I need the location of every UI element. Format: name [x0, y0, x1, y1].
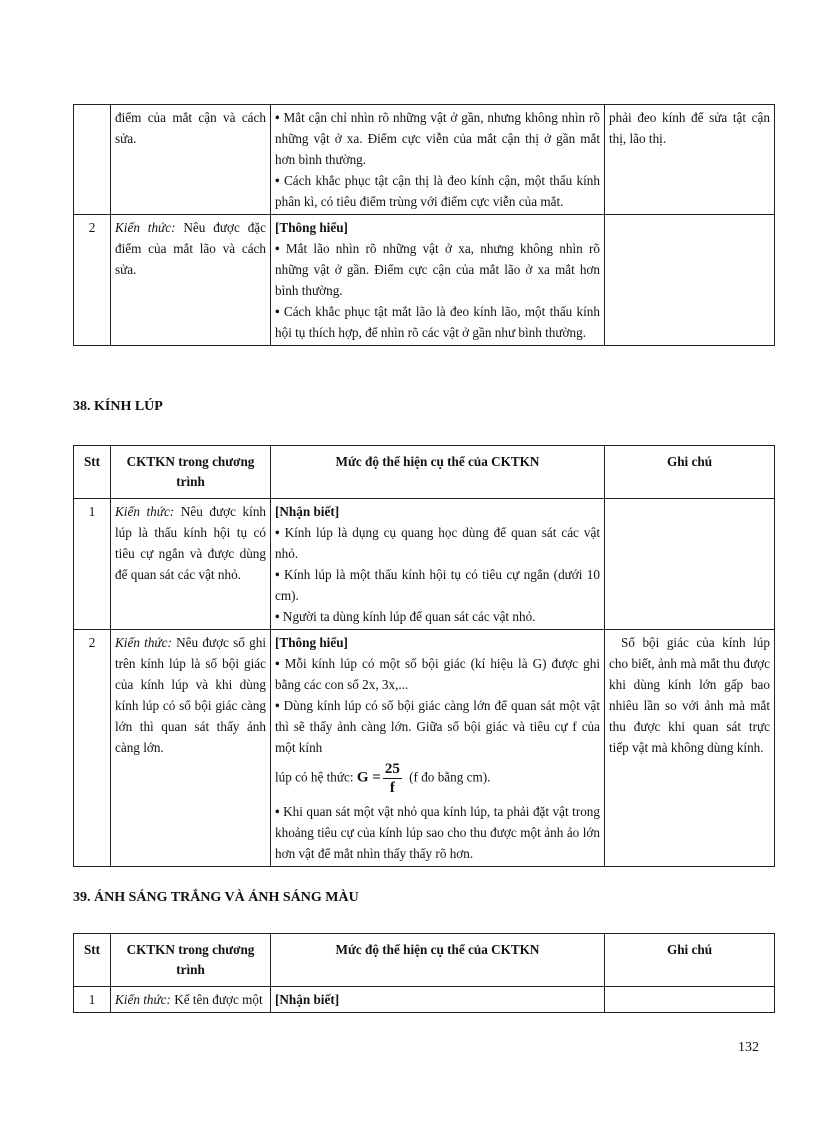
ckt-cell: [111, 630, 271, 867]
level-cell: [271, 105, 605, 215]
ckt-text: Nêu được đặc điểm của mắt lão và cách sửa.: [115, 220, 266, 277]
formula-suffix: (f đo bằng cm).: [409, 769, 491, 785]
formula-line: [275, 760, 600, 797]
level-cell: [271, 987, 605, 1013]
anh-sang-table: [73, 933, 775, 1013]
header-note: Ghi chú: [605, 934, 775, 987]
continued-table: [73, 104, 775, 346]
note-cell: [605, 499, 775, 630]
level-label: [Nhận biết]: [275, 992, 340, 1007]
level-item: • Dùng kính lúp có số bội giác càng lớn để quan sát một vật thì sẽ thấy ảnh càng lớn. Giữa số bội giác và tiêu cự f của một kính: [275, 695, 600, 758]
header-level: Mức độ thể hiện cụ thể của CKTKN: [271, 934, 605, 987]
level-cell: [271, 630, 605, 867]
level-item: • Người ta dùng kính lúp để quan sát các vật nhỏ.: [275, 606, 600, 627]
level-cell: [271, 499, 605, 630]
note-cell: phải đeo kính để sửa tật cận thị, lão thị.: [605, 105, 775, 215]
level-label: [Thông hiểu]: [275, 635, 348, 650]
ckt-text: Nêu được số ghi trên kính lúp là số bội giác của kính lúp và khi dùng kính lúp có số bội giác càng lớn thì quan sát thấy ảnh càng lớn.: [115, 635, 266, 755]
ckt-cell: [111, 987, 271, 1013]
level-item: • Kính lúp là dụng cụ quang học dùng để quan sát các vật nhỏ.: [275, 522, 600, 564]
table-row: [74, 630, 775, 867]
formula-fraction: [383, 760, 402, 797]
ckt-text: điểm của mắt cận và cách sửa.: [115, 110, 266, 146]
ckt-cell: [111, 215, 271, 346]
stt-cell: 2: [74, 215, 111, 346]
level-item: • Khi quan sát một vật nhỏ qua kính lúp, ta phải đặt vật trong khoảng tiêu cự của kính lúp sao cho thu được một ảnh ảo lớn hơn vật để mắt nhìn thấy thấy rõ hơn.: [275, 801, 600, 864]
ckt-cell: [111, 499, 271, 630]
level-item: • Kính lúp là một thấu kính hội tụ có tiêu cự ngắn (dưới 10 cm).: [275, 564, 600, 606]
ckt-text: Kể tên được một: [170, 992, 263, 1007]
note-cell: [605, 215, 775, 346]
header-cktkn: CKTKN trong chương trình: [111, 934, 271, 987]
level-item: • Cách khắc phục tật cận thị là đeo kính cận, một thấu kính phân kì, có tiêu điểm trùng với điểm cực viễn của mắt.: [275, 170, 600, 212]
header-cktkn: CKTKN trong chương trình: [111, 446, 271, 499]
table-row: [74, 987, 775, 1013]
level-label: [Thông hiểu]: [275, 220, 348, 235]
ckt-cell: [111, 105, 271, 215]
note-cell: [605, 987, 775, 1013]
header-stt: Stt: [74, 934, 111, 987]
header-note: Ghi chú: [605, 446, 775, 499]
ckt-label: Kiến thức:: [115, 220, 176, 235]
level-item: • Cách khắc phục tật mắt lão là đeo kính lão, một thấu kính hội tụ thích hợp, để nhìn rõ các vật ở gần như bình thường.: [275, 301, 600, 343]
stt-cell: 2: [74, 630, 111, 867]
table-row: [74, 105, 775, 215]
formula-denominator: f: [389, 780, 395, 796]
ckt-label: Kiến thức:: [115, 992, 171, 1007]
ckt-label: Kiến thức:: [115, 635, 172, 650]
level-label: [Nhận biết]: [275, 504, 340, 519]
formula-prefix: lúp có hệ thức:: [275, 769, 354, 785]
stt-cell: 1: [74, 987, 111, 1013]
section-title: 39. ÁNH SÁNG TRẮNG VÀ ÁNH SÁNG MÀU: [73, 890, 359, 905]
level-item: • Mắt cận chỉ nhìn rõ những vật ở gần, nhưng không nhìn rõ những vật ở xa. Điểm cực viễn của mắt cận thị ở gần mắt hơn bình thường.: [275, 107, 600, 170]
formula-numerator: 25: [384, 761, 400, 777]
header-level: Mức độ thể hiện cụ thể của CKTKN: [271, 446, 605, 499]
level-item: • Mắt lão nhìn rõ những vật ở xa, nhưng không nhìn rõ những vật ở gần. Điểm cực cận của mắt lão ở xa mắt hơn bình thường.: [275, 238, 600, 301]
stt-cell: [74, 105, 111, 215]
section-title: 38. KÍNH LÚP: [73, 399, 163, 414]
table-row: [74, 499, 775, 630]
level-item: • Mỗi kính lúp có một số bội giác (kí hiệu là G) được ghi bằng các con số 2x, 3x,...: [275, 653, 600, 695]
table-header-row: [74, 446, 775, 499]
table-header-row: [74, 934, 775, 987]
header-stt: Stt: [74, 446, 111, 499]
page-number: 132: [738, 1040, 759, 1055]
stt-cell: 1: [74, 499, 111, 630]
note-cell: Số bội giác của kính lúp cho biết, ảnh mà mắt thu được khi dùng kính lớn gấp bao nhiêu lần so với ảnh mà mắt thu được khi quan sát trực tiếp vật mà không dùng kính.: [605, 630, 775, 867]
formula-lhs: G =: [356, 769, 381, 786]
kinh-lup-table: [73, 445, 775, 867]
ckt-label: Kiến thức:: [115, 504, 175, 519]
ckt-text: Nêu được kính lúp là thấu kính hội tụ có tiêu cự ngắn và được dùng để quan sát các vật nhỏ.: [115, 504, 267, 582]
table-row: [74, 215, 775, 346]
level-cell: [271, 215, 605, 346]
